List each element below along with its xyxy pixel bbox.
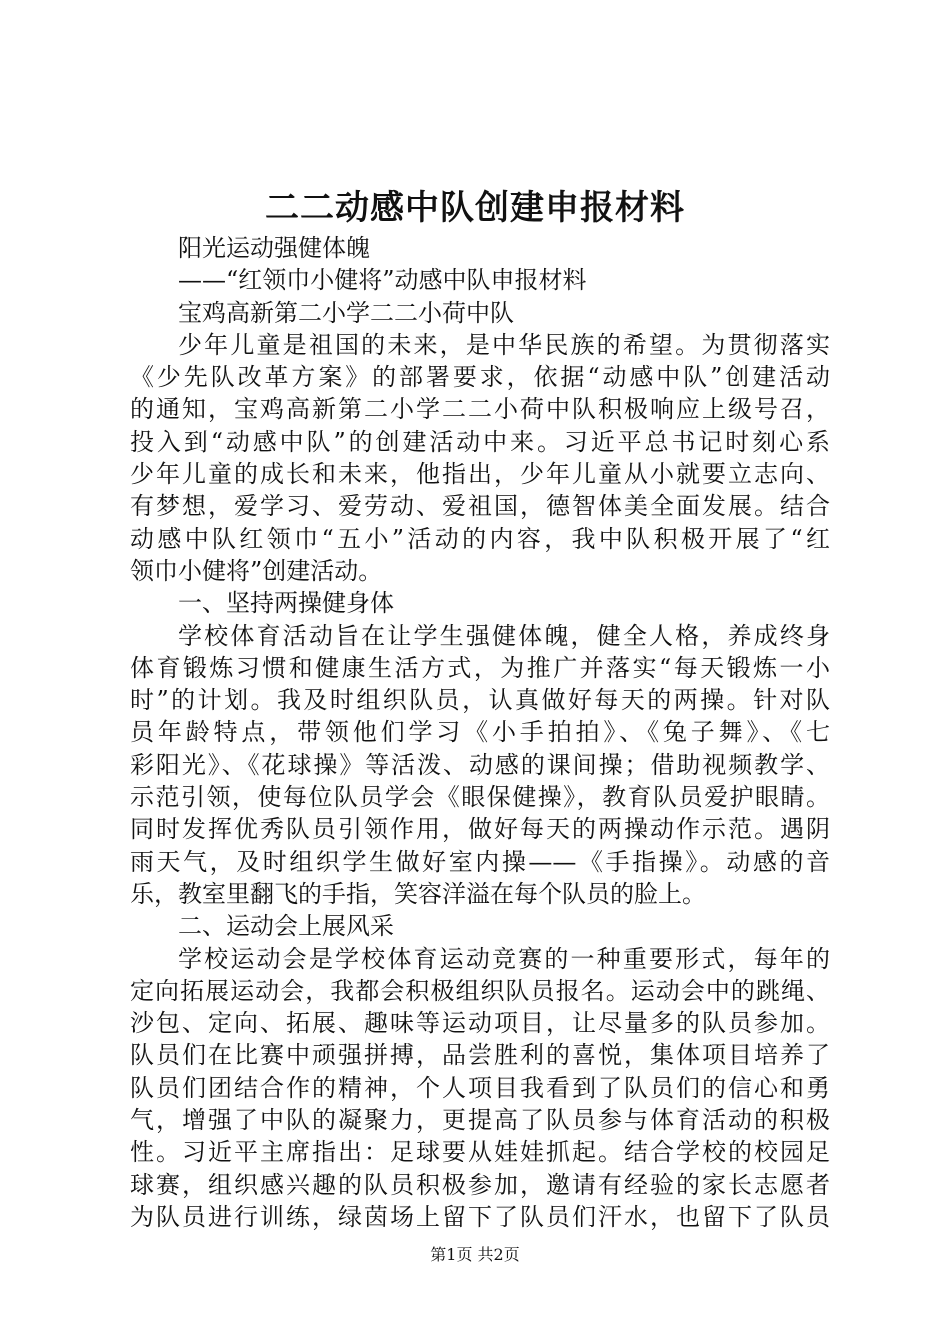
body-line: 队员们团结合作的精神，个人项目我看到了队员们的信心和勇 [130, 1073, 830, 1102]
body-line: 投入到“动感中队”的创建活动中来。习近平总书记时刻心系 [130, 427, 830, 456]
body-line: 《少先队改革方案》的部署要求，依据“动感中队”创建活动 [130, 363, 830, 392]
body-line: 时”的计划。我及时组织队员，认真做好每天的两操。针对队 [130, 686, 830, 715]
body-line: 领巾小健将”创建活动。 [130, 556, 383, 585]
body-line: 性。习近平主席指出：足球要从娃娃抓起。结合学校的校园足 [130, 1138, 830, 1167]
body-line: 员年龄特点，带领他们学习《小手拍拍》、《兔子舞》、《七 [130, 718, 830, 747]
body-line: 为队员进行训练，绿茵场上留下了队员们汗水，也留下了队员 [130, 1202, 830, 1231]
body-line: 学校运动会是学校体育运动竞赛的一种重要形式，每年的 [178, 944, 830, 973]
body-line: 彩阳光》、《花球操》等活泼、动感的课间操；借助视频教学、 [130, 750, 830, 779]
body-line: 少年儿童的成长和未来，他指出，少年儿童从小就要立志向、 [130, 460, 830, 489]
body-line: 乐，教室里翻飞的手指，笑容洋溢在每个队员的脸上。 [130, 879, 706, 908]
page-footer: 第1页 共2页 [430, 1245, 520, 1264]
body-line: 的通知，宝鸡高新第二小学二二小荷中队积极响应上级号召， [130, 395, 830, 424]
body-line: 同时发挥优秀队员引领作用，做好每天的两操动作示范。遇阴 [130, 815, 830, 844]
document-body [130, 232, 830, 1233]
body-line: 二、运动会上展风采 [178, 912, 394, 941]
body-line: 沙包、定向、拓展、趣味等运动项目，让尽量多的队员参加。 [130, 1009, 830, 1038]
body-line: 一、坚持两操健身体 [178, 589, 394, 618]
body-line: 动感中队红领巾“五小”活动的内容，我中队积极开展了“红 [130, 524, 830, 553]
body-line: 气，增强了中队的凝聚力，更提高了队员参与体育活动的积极 [130, 1106, 830, 1135]
body-line: 有梦想，爱学习、爱劳动、爱祖国，德智体美全面发展。结合 [130, 492, 830, 521]
body-line: 学校体育活动旨在让学生强健体魄，健全人格，养成终身 [178, 621, 830, 650]
body-line: 阳光运动强健体魄 [178, 234, 370, 262]
body-line: 雨天气，及时组织学生做好室内操——《手指操》。动感的音 [130, 847, 830, 876]
document-title: 二二动感中队创建申报材料 [265, 188, 685, 228]
body-line: 定向拓展运动会，我都会积极组织队员报名。运动会中的跳绳、 [130, 976, 830, 1005]
body-line: 队员们在比赛中顽强拼搏，品尝胜利的喜悦，集体项目培养了 [130, 1041, 830, 1070]
body-line: 示范引领，使每位队员学会《眼保健操》，教育队员爱护眼睛。 [130, 783, 830, 812]
body-line: 球赛，组织感兴趣的队员积极参加，邀请有经验的家长志愿者 [130, 1170, 830, 1199]
body-line: 体育锻炼习惯和健康生活方式，为推广并落实“每天锻炼一小 [130, 653, 830, 682]
body-line: 少年儿童是祖国的未来，是中华民族的希望。为贯彻落实 [178, 330, 830, 359]
body-line: ——“红领巾小健将”动感中队申报材料 [178, 266, 587, 295]
body-line: 宝鸡高新第二小学二二小荷中队 [178, 298, 514, 327]
